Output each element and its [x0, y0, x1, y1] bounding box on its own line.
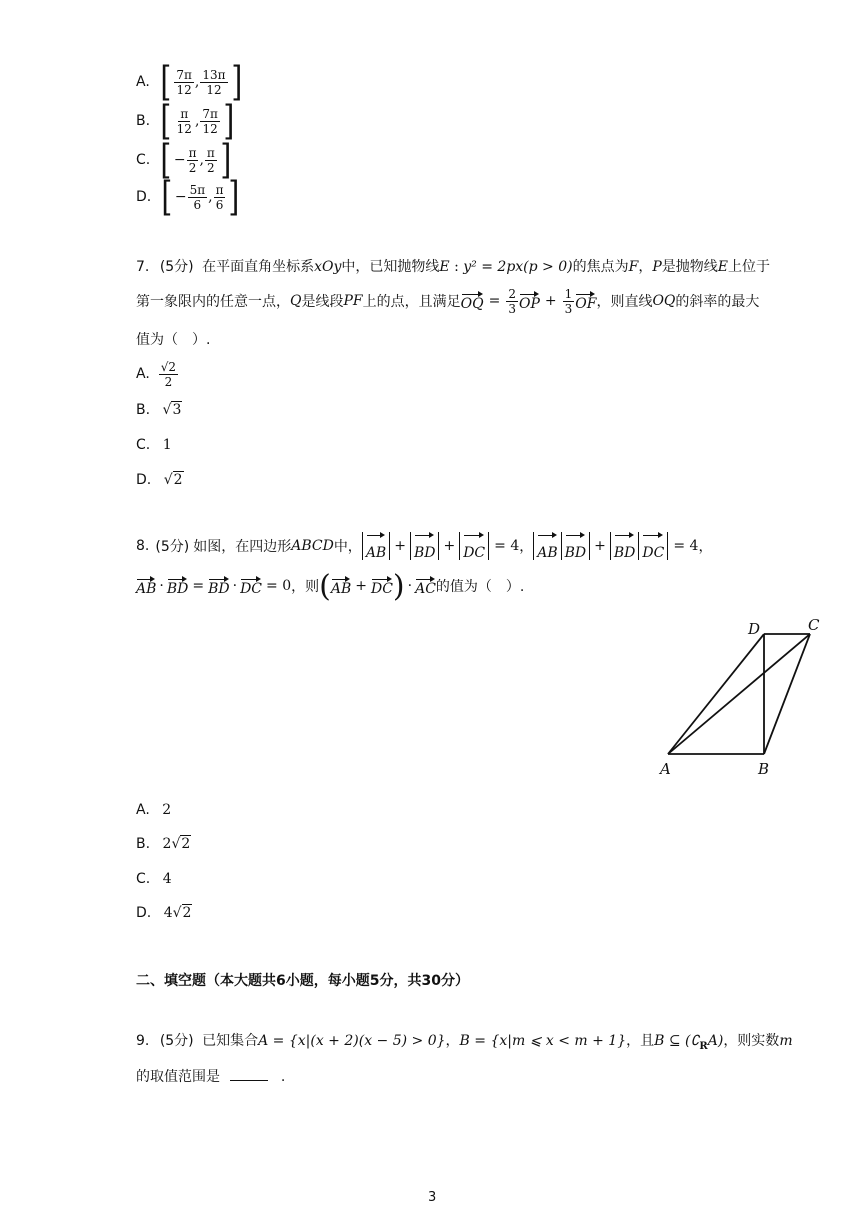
- abs-bd: BD: [562, 532, 591, 560]
- q8-option-d: D. 4√2: [136, 905, 192, 921]
- question-number: 7.: [136, 259, 150, 275]
- q8-line1: 8. (5分) 如图，在四边形 ABCD 中， AB + BD + DC = 4 ， AB BD + BD DC = 4 ，: [136, 530, 712, 562]
- q7-option-d: [136, 472, 184, 488]
- option-label: C.: [136, 871, 151, 887]
- fraction: $\frac{\pi}{2}$: [206, 145, 215, 175]
- section-heading: 二、填空题（本大题共6小题，每小题5分，共30分）: [136, 973, 469, 989]
- q7-option-b: [136, 402, 182, 418]
- fraction: $\frac{13\pi}{12}$: [202, 67, 226, 97]
- label-a: A: [660, 760, 671, 778]
- q6-option-a: A. [ $\frac{7\pi}{12}$ , $\frac{13\pi}{12}$ ]: [136, 59, 242, 105]
- abs-dc: DC: [639, 532, 668, 560]
- q8-option-a: A. 2: [136, 802, 172, 818]
- fraction: $\frac{7\pi}{12}$: [176, 67, 192, 97]
- q7-option-c: C. 1: [136, 437, 172, 453]
- fraction: $\frac{\pi}{6}$: [215, 182, 224, 212]
- sqrt: √2: [172, 905, 192, 921]
- abs-bd: BD: [610, 532, 640, 560]
- fraction: $\frac{1}{3}$: [564, 286, 573, 316]
- label-d: D: [748, 620, 761, 638]
- q8-option-c: C. 4: [136, 871, 172, 887]
- abs-ab: AB: [362, 532, 390, 560]
- option-label: A.: [136, 74, 150, 90]
- vector-oq: OQ: [461, 291, 484, 312]
- left-bracket: [: [160, 59, 172, 105]
- option-label: A.: [136, 366, 150, 382]
- option-label: C.: [136, 152, 151, 168]
- q9-line2: 的取值范围是 .: [136, 1066, 285, 1086]
- segment-cb: [764, 634, 810, 754]
- vector-of: OF: [575, 291, 596, 312]
- abs-bd: BD: [410, 532, 440, 560]
- sqrt: √3: [162, 402, 182, 418]
- sqrt: √2: [163, 472, 183, 488]
- label-c: C: [808, 616, 820, 634]
- q7-option-a: [136, 355, 179, 393]
- label-b: B: [758, 760, 770, 778]
- q9-line1: 9. (5分) 已知集合A = {x|(x + 2)(x − 5) > 0}，B = {x|m ⩽ x < m + 1}，且B ⊆ $(∁_RA)$，则实数m: [136, 1033, 793, 1052]
- fraction: $\frac{√2}{2}$: [160, 359, 177, 389]
- vector-op: OP: [519, 291, 540, 312]
- option-label: D.: [136, 189, 152, 205]
- q7-line2: 第一象限内的任意一点， Q 是线段 PF 上的点，且满足 OQ = $\frac{2}{3}$ OP + $\frac{1}{3}$ OF ，则直线 OQ 的斜率的最大: [136, 286, 760, 316]
- option-label: A.: [136, 802, 150, 818]
- fraction: $\frac{7\pi}{12}$: [202, 106, 218, 136]
- question-score: (5分): [159, 1033, 194, 1049]
- quadrilateral-figure: [650, 612, 830, 782]
- page-number: 3: [428, 1190, 437, 1205]
- answer-blank[interactable]: [230, 1066, 268, 1081]
- option-label: B.: [136, 402, 151, 418]
- sqrt: √2: [171, 836, 191, 852]
- question-score: (5分): [155, 539, 190, 555]
- question-score: (5分): [159, 259, 194, 275]
- question-number: 8.: [136, 538, 150, 554]
- fraction: $\frac{5\pi}{6}$: [189, 182, 206, 212]
- q7-line1: 7. (5分) 在平面直角坐标系xOy中，已知抛物线E : y² = 2px(p > 0)的焦点为F，P是抛物线E上位于: [136, 259, 770, 275]
- fraction: $\frac{\pi}{12}$: [176, 106, 192, 136]
- option-label: B.: [136, 836, 151, 852]
- abs-ab: AB: [533, 532, 561, 560]
- question-number: 9.: [136, 1033, 150, 1049]
- fraction: $\frac{2}{3}$: [508, 286, 516, 316]
- right-bracket: ]: [230, 59, 242, 105]
- option-label: D.: [136, 905, 152, 921]
- q6-option-b: B. [ $\frac{\pi}{12}$ , $\frac{7\pi}{12}$ ]: [136, 98, 235, 144]
- q6-option-d: D. [ − $\frac{5\pi}{6}$ , $\frac{\pi}{6}$ ]: [136, 174, 240, 220]
- fraction: $\frac{\pi}{2}$: [188, 145, 197, 175]
- q8-option-b: B. 2√2: [136, 836, 191, 852]
- q8-line2: AB · BD = BD · DC = 0 ，则 ( AB + DC ) · AC 的值为（ ）.: [136, 568, 525, 604]
- q6-option-c: C. [ − $\frac{\pi}{2}$ , $\frac{\pi}{2}$ ]: [136, 137, 232, 183]
- option-label: B.: [136, 113, 151, 129]
- option-label: D.: [136, 472, 152, 488]
- abs-dc: DC: [459, 532, 489, 560]
- segment-ac: [668, 634, 810, 754]
- segment-ad: [668, 634, 764, 754]
- q7-line3: 值为（ ）.: [136, 332, 211, 348]
- option-label: C.: [136, 437, 151, 453]
